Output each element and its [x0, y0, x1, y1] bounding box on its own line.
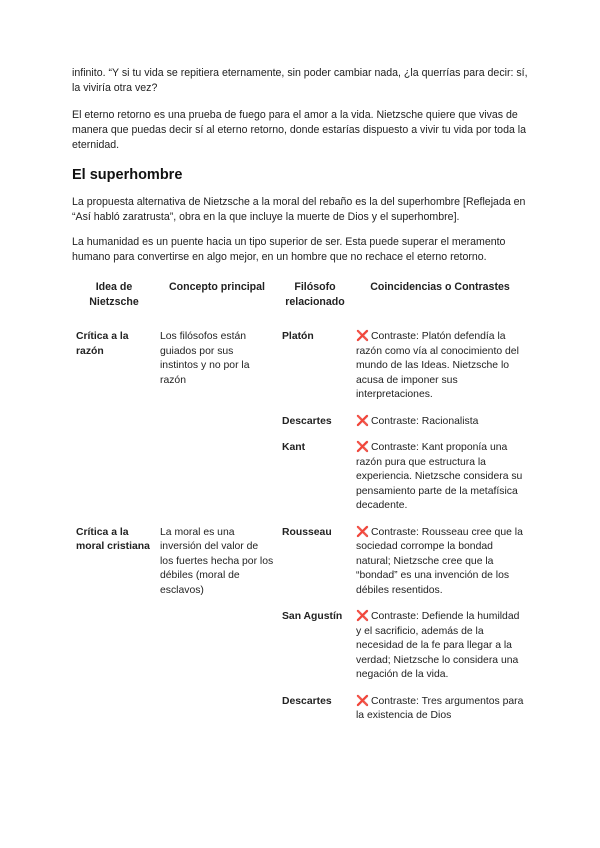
comparison-table — [72, 277, 528, 736]
cross-mark-icon: ❌ — [356, 526, 369, 538]
header-concepto: Concepto principal — [169, 281, 265, 293]
note-text: Contraste: Kant proponía una razón pura que estructura la experiencia. Nietzsche considera su pensamiento parte de la metafísica decadente. — [356, 442, 523, 511]
paragraph-humanidad: La humanidad es un puente hacia un tipo superior de ser. Esta puede superar el meramento humano para convertirse en algo mejor, en un hombre que no rechace el eterno retorno. — [72, 236, 506, 263]
note-cell — [352, 695, 528, 736]
philosopher-cell: Kant — [282, 442, 306, 453]
note-cell — [352, 415, 528, 442]
header-idea: Idea de Nietzsche — [89, 281, 139, 308]
philosopher-cell: Descartes — [282, 695, 332, 707]
philosopher-cell: Descartes — [282, 415, 332, 427]
cross-mark-icon: ❌ — [356, 611, 369, 622]
idea-cell: Crítica a la razón — [76, 331, 129, 357]
table-row — [72, 330, 528, 415]
paragraph-propuesta: La propuesta alternativa de Nietzsche a la moral del rebaño es la del superhombre [Reflejada en “Así habló zaratrusta”, obra en la que incluye la muerte de Dios y el superhombre]. — [72, 196, 526, 223]
idea-cell: Crítica a la moral cristiana — [76, 526, 150, 552]
note-cell — [352, 610, 528, 695]
paragraph-infinito: infinito. “Y si tu vida se repitiera eternamente, sin poder cambiar nada, ¿la querrías para decir: sí, la viviría otra vez? — [72, 67, 528, 94]
header-coincidencias: Coincidencias o Contrastes — [370, 281, 510, 293]
cross-mark-icon: ❌ — [356, 415, 369, 427]
concept-cell: Los filósofos están guiados por sus instintos y no por la razón — [160, 331, 250, 386]
philosopher-cell: San Agustín — [282, 611, 343, 622]
note-cell — [352, 526, 528, 611]
note-text: Contraste: Racionalista — [370, 415, 479, 427]
cross-mark-icon: ❌ — [356, 695, 369, 707]
note-text: Contraste: Tres argumentos para la existencia de Dios — [356, 695, 524, 721]
cross-mark-icon: ❌ — [356, 331, 369, 342]
header-filosofo: Filósofo relacionado — [285, 281, 345, 308]
note-cell — [352, 441, 528, 526]
note-text: Contraste: Rousseau cree que la sociedad corrompe la bondad natural; Nietzsche cree que la “bondad” es una invención de los débiles resentidos. — [356, 526, 523, 596]
table-header-row — [72, 277, 528, 330]
note-cell — [352, 330, 528, 415]
philosopher-cell: Platón — [282, 331, 314, 342]
concept-cell: La moral es una inversión del valor de los fuertes hecha por los débiles (moral de esclavos) — [160, 526, 274, 596]
philosopher-cell: Rousseau — [282, 526, 332, 538]
table-row — [72, 526, 528, 611]
paragraph-eterno-retorno: El eterno retorno es una prueba de fuego para el amor a la vida. Nietzsche quiere que vivas de manera que puedas decir sí al eterno retorno, donde estarías dispuesto a vivir tu vida por toda la eternidad. — [72, 109, 527, 151]
note-text: Contraste: Platón defendía la razón como vía al conocimiento del mundo de las Ideas. Nietzsche lo acusa de imponer sus interpretaciones. — [356, 331, 519, 400]
document-page — [72, 66, 528, 736]
note-text: Contraste: Defiende la humildad y el sacrificio, además de la necesidad de la fe para llegar a la verdad; Nietzsche lo considera una negación de la vida. — [356, 611, 520, 680]
section-heading-superhombre: El superhombre — [72, 167, 183, 183]
cross-mark-icon: ❌ — [356, 442, 369, 453]
